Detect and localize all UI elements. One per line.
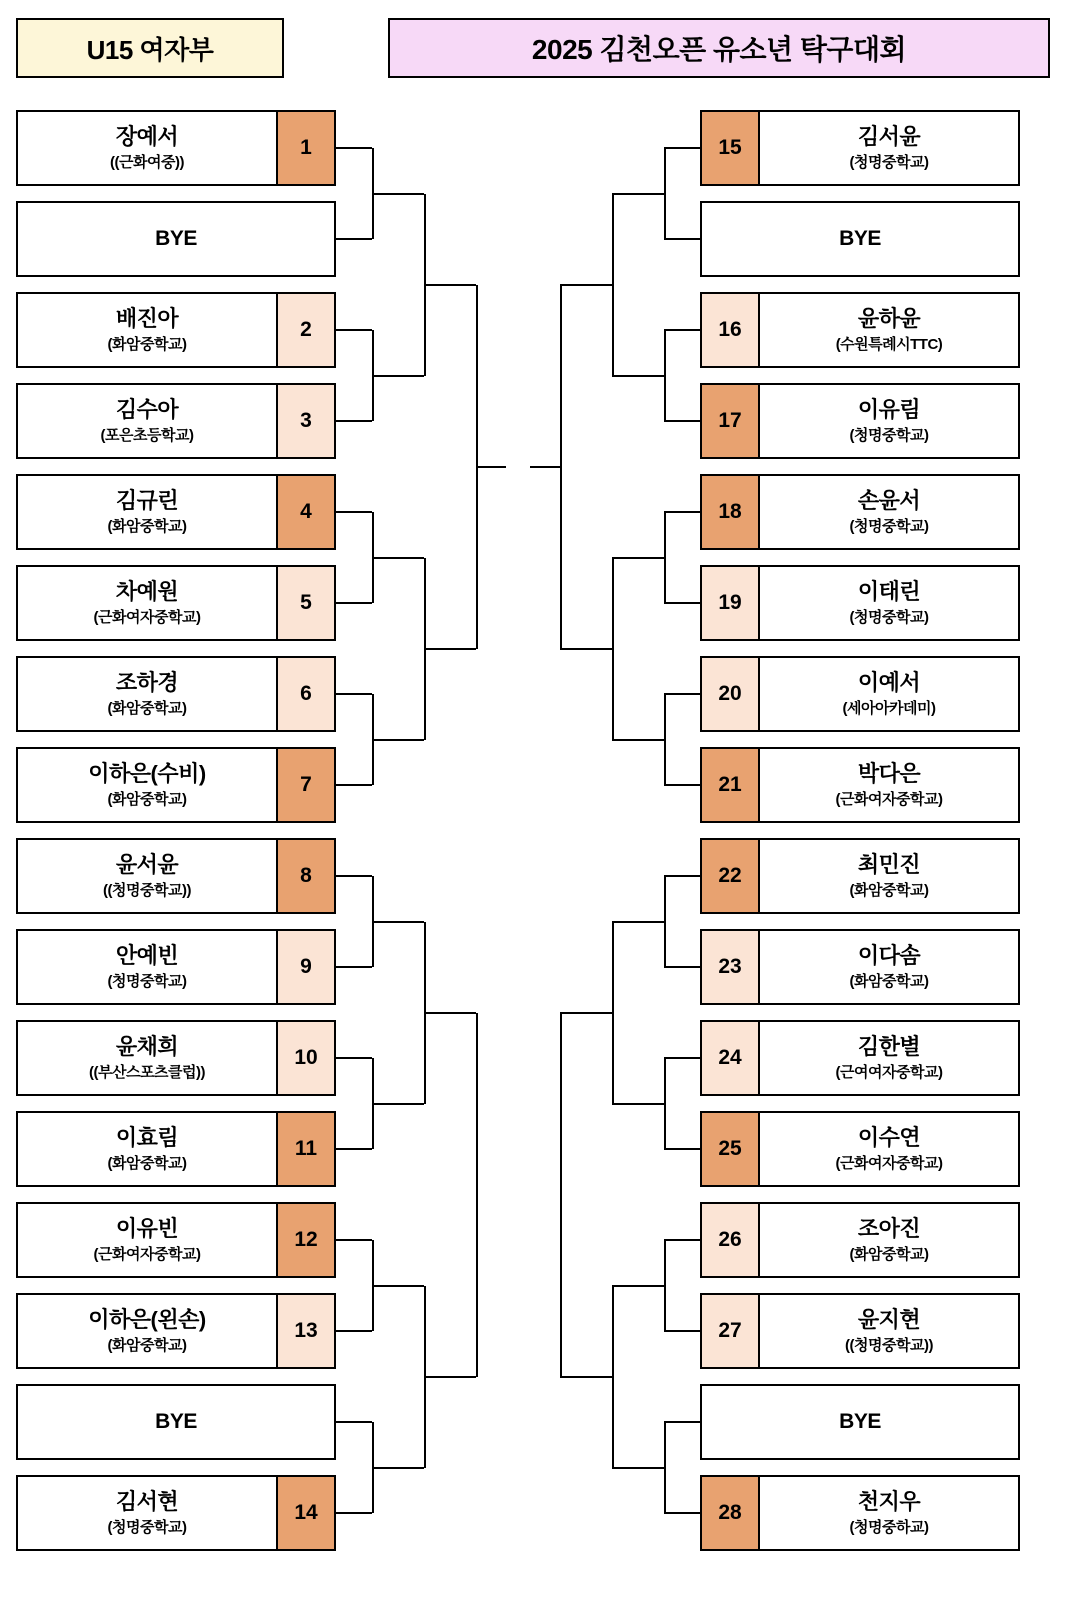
bracket-slot (700, 1020, 1020, 1096)
bracket-connector (664, 966, 700, 968)
player-info (18, 1295, 276, 1367)
bracket-connector (612, 558, 614, 740)
bracket-slot (16, 292, 336, 368)
bracket-connector (612, 193, 664, 195)
player-name: 이효림 (115, 1124, 179, 1150)
player-club: (청명중학교) (849, 608, 929, 626)
player-info (760, 385, 1018, 457)
player-club: (화암중학교) (849, 972, 929, 990)
player-info (18, 203, 334, 275)
bracket-connector (664, 1512, 700, 1514)
player-info (18, 1113, 276, 1185)
bracket-connector (336, 420, 372, 422)
player-info (18, 1022, 276, 1094)
player-club: (화암중학교) (849, 881, 929, 899)
player-info (18, 931, 276, 1003)
bracket-connector (372, 193, 424, 195)
final-stub-right (530, 466, 560, 468)
bracket-connector (664, 1148, 700, 1150)
player-name: 김서현 (115, 1488, 179, 1514)
player-info (760, 1477, 1018, 1549)
bracket-connector (336, 238, 372, 240)
player-info (760, 476, 1018, 548)
bracket-connector (664, 420, 700, 422)
bracket-slot (700, 110, 1020, 186)
player-club: (청명중하교) (849, 1518, 929, 1536)
player-name: 조아진 (857, 1215, 921, 1241)
bye-label: BYE (839, 1409, 881, 1433)
player-info (760, 658, 1018, 730)
player-club: (포은초등학교) (100, 426, 194, 444)
bracket-connector (560, 1376, 612, 1378)
bracket-connector (664, 147, 700, 149)
division-text: U15 여자부 (86, 34, 214, 65)
bracket-connector (664, 329, 700, 331)
bracket-connector (612, 194, 614, 376)
bracket-connector (336, 693, 372, 695)
player-name: 윤서윤 (115, 851, 179, 877)
bracket-connector (336, 602, 372, 604)
bracket-connector (664, 784, 700, 786)
bracket-connector (424, 1012, 476, 1014)
player-club: ((근화여중)) (110, 153, 184, 171)
tournament-bracket (0, 100, 1066, 1600)
seed-number: 24 (702, 1022, 760, 1094)
bracket-connector (612, 1103, 664, 1105)
player-club: (화암중학교) (107, 517, 187, 535)
bracket-slot (700, 1111, 1020, 1187)
seed-number: 20 (702, 658, 760, 730)
bracket-slot (700, 1202, 1020, 1278)
player-info (18, 112, 276, 184)
player-info (18, 840, 276, 912)
seed-number: 25 (702, 1113, 760, 1185)
seed-number: 10 (276, 1022, 334, 1094)
bracket-connector (336, 147, 372, 149)
player-club: (근화여자중학교) (93, 1245, 201, 1263)
bracket-slot (16, 110, 336, 186)
player-name: 천지우 (857, 1488, 921, 1514)
seed-number: 18 (702, 476, 760, 548)
bracket-slot (700, 474, 1020, 550)
seed-number: 13 (276, 1295, 334, 1367)
bracket-slot (700, 656, 1020, 732)
bracket-connector (612, 921, 664, 923)
seed-number: 22 (702, 840, 760, 912)
player-club: ((부산스포츠클럽)) (89, 1063, 205, 1081)
player-info (760, 749, 1018, 821)
bracket-slot (700, 838, 1020, 914)
bracket-connector (664, 511, 700, 513)
player-info (760, 1295, 1018, 1367)
bracket-connector (336, 1148, 372, 1150)
bracket-connector (372, 921, 424, 923)
bye-label: BYE (839, 226, 881, 250)
player-club: (화암중학교) (107, 335, 187, 353)
bracket-connector (612, 1286, 614, 1468)
bracket-connector (664, 1422, 666, 1513)
bracket-slot (16, 383, 336, 459)
player-club: (화암중학교) (107, 699, 187, 717)
seed-number: 28 (702, 1477, 760, 1549)
bracket-connector (612, 375, 664, 377)
bracket-connector (372, 739, 424, 741)
seed-number: 17 (702, 385, 760, 457)
tournament-title-text: 2025 김천오픈 유소년 탁구대회 (531, 34, 907, 65)
seed-number: 2 (276, 294, 334, 366)
bracket-connector (664, 876, 666, 967)
bracket-connector (560, 648, 612, 650)
seed-number: 27 (702, 1295, 760, 1367)
player-info (702, 203, 1018, 275)
bracket-connector (424, 284, 476, 286)
seed-number: 11 (276, 1113, 334, 1185)
bracket-connector (664, 512, 666, 603)
player-info (760, 931, 1018, 1003)
player-name: 김규린 (115, 487, 179, 513)
bracket-connector (336, 1512, 372, 1514)
player-name: 이다솜 (857, 942, 921, 968)
bracket-slot (16, 1384, 336, 1460)
bracket-connector (612, 922, 614, 1104)
bracket-slot (16, 1111, 336, 1187)
player-club: (근화여자중학교) (93, 608, 201, 626)
seed-number: 21 (702, 749, 760, 821)
player-name: 배진아 (115, 305, 179, 331)
bracket-slot (16, 1475, 336, 1551)
player-name: 안예빈 (115, 942, 179, 968)
bracket-connector (664, 1239, 700, 1241)
bracket-connector (336, 1239, 372, 1241)
bracket-connector (424, 1376, 476, 1378)
bracket-connector (664, 238, 700, 240)
player-club: (청명중학교) (849, 517, 929, 535)
seed-number: 26 (702, 1204, 760, 1276)
bracket-connector (612, 1467, 664, 1469)
bracket-slot (16, 747, 336, 823)
bracket-slot (700, 1293, 1020, 1369)
player-name: 이유림 (857, 396, 921, 422)
player-info (18, 385, 276, 457)
bracket-slot (700, 929, 1020, 1005)
player-club: ((청명중학교)) (103, 881, 191, 899)
bye-label: BYE (155, 226, 197, 250)
player-club: ((청명중학교)) (845, 1336, 933, 1354)
seed-number: 15 (702, 112, 760, 184)
player-club: (근화여자중학교) (835, 790, 943, 808)
bracket-slot (16, 838, 336, 914)
seed-number: 9 (276, 931, 334, 1003)
seed-number: 8 (276, 840, 334, 912)
seed-number: 7 (276, 749, 334, 821)
player-club: (수원특례시TTC) (835, 335, 943, 353)
bracket-connector (612, 739, 664, 741)
player-info (18, 476, 276, 548)
seed-number: 16 (702, 294, 760, 366)
bracket-connector (560, 1012, 612, 1014)
player-info (760, 1022, 1018, 1094)
bracket-connector (664, 330, 666, 421)
bracket-slot (700, 201, 1020, 277)
seed-number: 5 (276, 567, 334, 639)
bracket-connector (664, 1057, 700, 1059)
final-stub-left (476, 466, 506, 468)
bracket-slot (16, 656, 336, 732)
seed-number: 4 (276, 476, 334, 548)
bracket-connector (560, 284, 612, 286)
tournament-title (388, 18, 1050, 78)
bracket-slot (16, 929, 336, 1005)
player-name: 이예서 (857, 669, 921, 695)
player-info (18, 749, 276, 821)
bracket-slot (700, 747, 1020, 823)
bracket-connector (560, 285, 562, 649)
bracket-connector (372, 375, 424, 377)
player-name: 최민진 (857, 851, 921, 877)
player-info (18, 1477, 276, 1549)
bracket-slot (16, 1202, 336, 1278)
bracket-connector (664, 148, 666, 239)
player-club: (화암중학교) (107, 1336, 187, 1354)
player-name: 손윤서 (857, 487, 921, 513)
player-club: (근화여자중학교) (835, 1154, 943, 1172)
bracket-connector (664, 694, 666, 785)
player-info (18, 1386, 334, 1458)
player-club: (세아아카데미) (842, 699, 936, 717)
bracket-slot (16, 565, 336, 641)
player-name: 김한별 (857, 1033, 921, 1059)
bracket-slot (700, 1475, 1020, 1551)
player-info (760, 294, 1018, 366)
bracket-connector (664, 602, 700, 604)
seed-number: 19 (702, 567, 760, 639)
bracket-connector (372, 557, 424, 559)
player-name: 김서윤 (857, 123, 921, 149)
bracket-connector (336, 511, 372, 513)
bracket-connector (664, 1421, 700, 1423)
seed-number: 23 (702, 931, 760, 1003)
player-name: 조하경 (115, 669, 179, 695)
bracket-slot (700, 292, 1020, 368)
player-club: (화암중학교) (107, 1154, 187, 1172)
bracket-connector (372, 1285, 424, 1287)
player-name: 박다은 (857, 760, 921, 786)
seed-number: 3 (276, 385, 334, 457)
player-name: 차예원 (115, 578, 179, 604)
bracket-slot (700, 565, 1020, 641)
player-name: 이수연 (857, 1124, 921, 1150)
player-club: (근여여자중학교) (835, 1063, 943, 1081)
bracket-slot (700, 383, 1020, 459)
bracket-connector (336, 1421, 372, 1423)
player-info (18, 567, 276, 639)
player-name: 이하은(왼손) (88, 1306, 206, 1332)
player-name: 윤채희 (115, 1033, 179, 1059)
player-info (18, 658, 276, 730)
bracket-connector (560, 1013, 562, 1377)
player-club: (청명중학교) (849, 153, 929, 171)
player-name: 이하은(수비) (88, 760, 206, 786)
division-label (16, 18, 284, 78)
bracket-connector (372, 1467, 424, 1469)
bracket-connector (664, 1330, 700, 1332)
bracket-connector (664, 1058, 666, 1149)
player-club: (화암중학교) (107, 790, 187, 808)
seed-number: 1 (276, 112, 334, 184)
player-name: 윤하윤 (857, 305, 921, 331)
player-info (760, 1113, 1018, 1185)
bracket-connector (612, 1285, 664, 1287)
seed-number: 6 (276, 658, 334, 730)
player-name: 이태린 (857, 578, 921, 604)
bracket-connector (664, 693, 700, 695)
player-club: (청명중학교) (849, 426, 929, 444)
player-name: 장예서 (115, 123, 179, 149)
player-info (18, 294, 276, 366)
bracket-slot (700, 1384, 1020, 1460)
bracket-connector (336, 1057, 372, 1059)
bracket-connector (664, 1240, 666, 1331)
player-info (760, 840, 1018, 912)
player-club: (청명중학교) (107, 972, 187, 990)
player-info (702, 1386, 1018, 1458)
bracket-connector (336, 875, 372, 877)
player-name: 이유빈 (115, 1215, 179, 1241)
seed-number: 14 (276, 1477, 334, 1549)
bracket-connector (476, 1013, 478, 1377)
bracket-slot (16, 201, 336, 277)
bracket-connector (612, 557, 664, 559)
bracket-slot (16, 1020, 336, 1096)
header-bar (16, 18, 1050, 80)
bracket-connector (336, 329, 372, 331)
bracket-connector (664, 875, 700, 877)
bracket-connector (372, 1103, 424, 1105)
bracket-connector (424, 648, 476, 650)
player-name: 김수아 (115, 396, 179, 422)
player-info (760, 1204, 1018, 1276)
player-club: (화암중학교) (849, 1245, 929, 1263)
player-info (760, 567, 1018, 639)
bracket-connector (336, 966, 372, 968)
bye-label: BYE (155, 1409, 197, 1433)
bracket-connector (336, 1330, 372, 1332)
bracket-connector (336, 784, 372, 786)
seed-number: 12 (276, 1204, 334, 1276)
player-info (760, 112, 1018, 184)
bracket-slot (16, 1293, 336, 1369)
player-info (18, 1204, 276, 1276)
bracket-slot (16, 474, 336, 550)
player-club: (청명중학교) (107, 1518, 187, 1536)
player-name: 윤지현 (857, 1306, 921, 1332)
